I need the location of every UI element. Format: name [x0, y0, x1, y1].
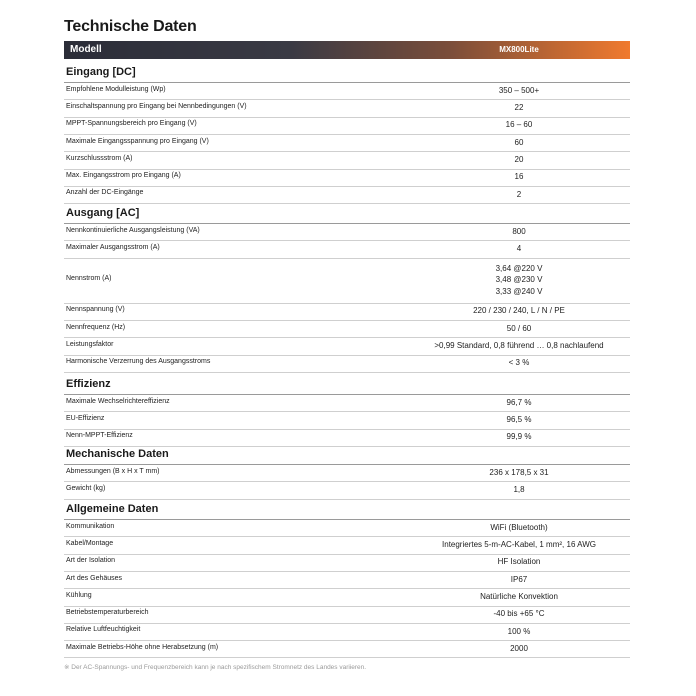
- spec-label: Maximale Eingangsspannung pro Eingang (V): [66, 137, 209, 145]
- spec-value-line: -40 bis +65 °C: [493, 609, 545, 619]
- spec-label: Nennkontinuierliche Ausgangsleistung (VA): [66, 226, 200, 234]
- spec-row: [64, 588, 630, 605]
- spec-value: [424, 189, 614, 201]
- spec-value-line: 96,5 %: [506, 415, 532, 425]
- spec-row: [64, 99, 630, 116]
- spec-value-line: 20: [514, 155, 524, 165]
- spec-row: [64, 186, 630, 203]
- spec-label: Empfohlene Modulleistung (Wp): [66, 85, 166, 93]
- spec-value-line: 350 – 500+: [498, 85, 540, 95]
- spec-label: Einschaltspannung pro Eingang bei Nennbedingungen (V): [66, 102, 247, 110]
- spec-value-line: Natürliche Konvektion: [480, 592, 558, 602]
- spec-value: [424, 539, 614, 551]
- spec-value: [424, 119, 614, 131]
- spec-value-line: 3,48 @230 V: [495, 275, 543, 285]
- spec-row: [64, 169, 630, 186]
- spec-value-line: 800: [512, 226, 526, 236]
- spec-value-line: 2000: [510, 643, 528, 653]
- spec-label: Leistungsfaktor: [66, 340, 114, 348]
- section-title: Effizienz: [66, 378, 111, 390]
- spec-value-line: 16: [514, 172, 524, 182]
- spec-value: [424, 522, 614, 534]
- spec-row: [64, 623, 630, 640]
- spec-value: [424, 431, 614, 443]
- spec-value-line: 2: [516, 189, 522, 199]
- spec-row: [64, 429, 630, 446]
- spec-value: [424, 556, 614, 568]
- spec-label: Harmonische Verzerrung des Ausgangsstroms: [66, 358, 211, 366]
- spec-value-line: 3,64 @220 V: [495, 263, 543, 273]
- spec-label: Abmessungen (B x H x T mm): [66, 467, 160, 475]
- spec-value-line: 16 – 60: [505, 120, 533, 130]
- spec-value: [424, 414, 614, 426]
- spec-value-line: 96,7 %: [506, 397, 532, 407]
- spec-label: Gewicht (kg): [66, 484, 106, 492]
- section-title: Allgemeine Daten: [66, 503, 159, 515]
- spec-value: [424, 608, 614, 620]
- spec-row: [64, 571, 630, 588]
- spec-value: [424, 574, 614, 586]
- spec-label: Max. Eingangsstrom pro Eingang (A): [66, 172, 181, 180]
- page-title: Technische Daten: [64, 18, 197, 35]
- spec-value-line: 4: [516, 244, 522, 254]
- spec-label: Kurzschlussstrom (A): [66, 154, 133, 162]
- spec-value-line: 99,9 %: [506, 432, 532, 442]
- section-title: Eingang [DC]: [66, 66, 136, 78]
- spec-row: [64, 355, 630, 372]
- spec-row: [64, 640, 630, 657]
- spec-label: Maximaler Ausgangsstrom (A): [66, 243, 160, 251]
- spec-value: [424, 102, 614, 114]
- spec-value: [424, 263, 614, 298]
- spec-value: [424, 154, 614, 166]
- spec-value: [424, 626, 614, 638]
- row-divider: [64, 372, 630, 373]
- spec-row: [64, 411, 630, 428]
- model-header-bar: [64, 41, 630, 59]
- spec-value: [424, 305, 614, 317]
- spec-label: Art der Isolation: [66, 557, 116, 565]
- spec-label: Nennspannung (V): [66, 306, 125, 314]
- spec-value: [424, 484, 614, 496]
- spec-value-line: < 3 %: [508, 358, 530, 368]
- spec-label: MPPT-Spannungsbereich pro Eingang (V): [66, 120, 197, 128]
- spec-value: [424, 226, 614, 238]
- spec-label: Relative Luftfeuchtigkeit: [66, 626, 141, 634]
- row-divider: [64, 203, 630, 204]
- spec-value-line: IP67: [510, 574, 528, 584]
- spec-value-line: 50 / 60: [506, 323, 532, 333]
- spec-value: [424, 323, 614, 335]
- footnote: ※ Der AC-Spannungs- und Frequenzbereich kann je nach spezifischem Stromnetz des Landes variieren.: [64, 664, 367, 671]
- spec-row: [64, 464, 630, 481]
- spec-value-line: HF Isolation: [497, 557, 541, 567]
- spec-value-line: 3,33 @240 V: [495, 286, 543, 296]
- model-label: Modell: [70, 44, 102, 55]
- spec-row: [64, 481, 630, 498]
- spec-row: [64, 151, 630, 168]
- spec-label: EU-Effizienz: [66, 414, 105, 422]
- spec-row: [64, 117, 630, 134]
- spec-value: [424, 171, 614, 183]
- spec-value: [424, 85, 614, 97]
- spec-label: Nenn-MPPT-Effizienz: [66, 432, 133, 440]
- spec-label: Art des Gehäuses: [66, 574, 123, 582]
- spec-row: [64, 240, 630, 257]
- spec-value: [424, 467, 614, 479]
- spec-value-line: Integriertes 5-m-AC-Kabel, 1 mm², 16 AWG: [442, 540, 596, 550]
- spec-row: [64, 554, 630, 571]
- spec-row: [64, 223, 630, 240]
- spec-row: [64, 337, 630, 354]
- spec-value: [424, 137, 614, 149]
- spec-row: [64, 394, 630, 411]
- spec-value: [424, 591, 614, 603]
- spec-value-line: >0,99 Standard, 0,8 führend … 0,8 nachlaufend: [434, 341, 604, 351]
- spec-value-line: 236 x 178,5 x 31: [489, 467, 549, 477]
- spec-value: [424, 397, 614, 409]
- spec-label: Nennfrequenz (Hz): [66, 323, 126, 331]
- spec-value-line: 220 / 230 / 240, L / N / PE: [473, 306, 565, 316]
- spec-row: [64, 519, 630, 536]
- section-title: Mechanische Daten: [66, 448, 169, 460]
- spec-row: [64, 82, 630, 99]
- spec-row: [64, 606, 630, 623]
- spec-row: [64, 303, 630, 320]
- spec-row: [64, 134, 630, 151]
- spec-row: [64, 258, 630, 303]
- spec-value-line: WiFi (Bluetooth): [490, 522, 548, 532]
- spec-value: [424, 340, 614, 352]
- spec-value-line: 100 %: [507, 626, 531, 636]
- spec-label: Kabel/Montage: [66, 539, 114, 547]
- spec-row: [64, 536, 630, 553]
- spec-label: Nennstrom (A): [66, 275, 112, 283]
- spec-value-line: 60: [514, 137, 524, 147]
- spec-label: Betriebstemperaturbereich: [66, 609, 149, 617]
- spec-label: Maximale Wechselrichtereffizienz: [66, 397, 170, 405]
- spec-value-line: 22: [514, 103, 524, 113]
- spec-value: [424, 643, 614, 655]
- spec-value: [424, 243, 614, 255]
- spec-row: [64, 320, 630, 337]
- spec-label: Anzahl der DC-Eingänge: [66, 189, 144, 197]
- spec-label: Kommunikation: [66, 522, 115, 530]
- section-title: Ausgang [AC]: [66, 207, 140, 219]
- spec-value-line: 1,8: [513, 485, 525, 495]
- spec-label: Maximale Betriebs-Höhe ohne Herabsetzung (m): [66, 643, 219, 651]
- spec-value: [424, 357, 614, 369]
- spec-label: Kühlung: [66, 591, 92, 599]
- row-divider: [64, 657, 630, 658]
- model-value: MX800Lite: [499, 45, 539, 54]
- row-divider: [64, 499, 630, 500]
- row-divider: [64, 446, 630, 447]
